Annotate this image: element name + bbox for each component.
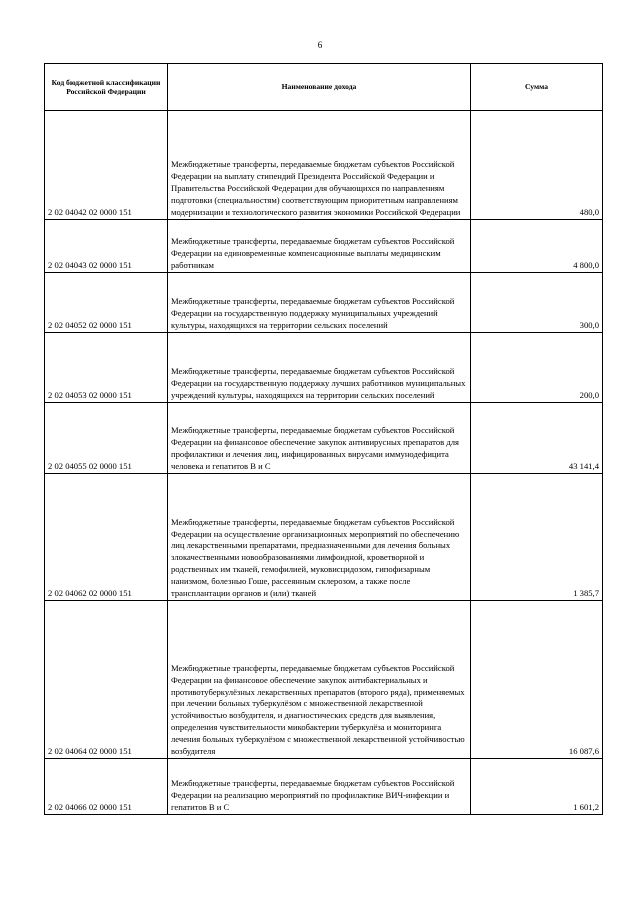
row-name: Межбюджетные трансферты, передаваемые бюджетам субъектов Российской Федерации на государственную поддержку лучших работников муниципальных учреждений культуры, находящихся на территории сельских поселений xyxy=(168,333,471,403)
row-sum: 300,0 xyxy=(471,273,603,333)
row-name: Межбюджетные трансферты, передаваемые бюджетам субъектов Российской Федерации на выплату стипендий Президента Российской Федерации и Правительства Российской Федерации для обучающихся по направлениям подготовки (специальностям) соответствующим приоритетным направлениям модернизации и технологического развития экономики Российской Федерации xyxy=(168,111,471,220)
row-sum: 200,0 xyxy=(471,333,603,403)
row-sum: 4 800,0 xyxy=(471,220,603,273)
row-code: 2 02 04052 02 0000 151 xyxy=(45,273,168,333)
row-name: Межбюджетные трансферты, передаваемые бюджетам субъектов Российской Федерации на осуществление организационных мероприятий по обеспечению лиц лекарственными препаратами, предназначенными для лечения больных злокачественными новообразованиями лимфоидной, кроветворной и родственных им тканей, гемофилией, муковисцидозом, гипофизарным нанизмом, болезнью Гоше, рассеянным склерозом, а также после трансплантации органов и (или) тканей xyxy=(168,474,471,601)
row-code: 2 02 04053 02 0000 151 xyxy=(45,333,168,403)
table-row xyxy=(45,273,603,333)
table-row xyxy=(45,220,603,273)
row-code: 2 02 04055 02 0000 151 xyxy=(45,403,168,474)
row-sum: 16 087,6 xyxy=(471,601,603,759)
row-sum: 1 601,2 xyxy=(471,759,603,815)
row-name: Межбюджетные трансферты, передаваемые бюджетам субъектов Российской Федерации на единовременные компенсационные выплаты медицинским работникам xyxy=(168,220,471,273)
header-code: Код бюджетной классификации Российской Федерации xyxy=(45,64,168,111)
row-name: Межбюджетные трансферты, передаваемые бюджетам субъектов Российской Федерации на реализацию мероприятий по профилактике ВИЧ-инфекции и гепатитов В и С xyxy=(168,759,471,815)
row-sum: 1 385,7 xyxy=(471,474,603,601)
row-code: 2 02 04066 02 0000 151 xyxy=(45,759,168,815)
table-row xyxy=(45,333,603,403)
row-code: 2 02 04043 02 0000 151 xyxy=(45,220,168,273)
row-name: Межбюджетные трансферты, передаваемые бюджетам субъектов Российской Федерации на финансовое обеспечение закупок антибактериальных и противотуберкулёзных лекарственных препаратов (второго ряда), применяемых при лечении больных туберкулёзом с множественной лекарственной устойчивостью возбудителя, и диагностических средств для выявления, определения чувствительности микобактерии туберкулёза и мониторинга лечения больных туберкулёзом с множественной лекарственной устойчивостью возбудителя xyxy=(168,601,471,759)
table-row xyxy=(45,474,603,601)
revenue-table xyxy=(44,63,603,815)
table-row xyxy=(45,601,603,759)
row-code: 2 02 04042 02 0000 151 xyxy=(45,111,168,220)
row-name: Межбюджетные трансферты, передаваемые бюджетам субъектов Российской Федерации на государственную поддержку муниципальных учреждений культуры, находящихся на территории сельских поселений xyxy=(168,273,471,333)
row-code: 2 02 04062 02 0000 151 xyxy=(45,474,168,601)
table-row xyxy=(45,403,603,474)
row-name: Межбюджетные трансферты, передаваемые бюджетам субъектов Российской Федерации на финансовое обеспечение закупок антивирусных препаратов для профилактики и лечения лиц, инфицированных вирусами иммунодефицита человека и гепатитов В и С xyxy=(168,403,471,474)
row-code: 2 02 04064 02 0000 151 xyxy=(45,601,168,759)
header-name: Наименование дохода xyxy=(168,64,471,111)
table-row xyxy=(45,111,603,220)
header-sum: Сумма xyxy=(471,64,603,111)
page-number: 6 xyxy=(317,40,323,50)
table-row xyxy=(45,759,603,815)
table-header-row xyxy=(45,64,603,111)
row-sum: 43 141,4 xyxy=(471,403,603,474)
row-sum: 480,0 xyxy=(471,111,603,220)
